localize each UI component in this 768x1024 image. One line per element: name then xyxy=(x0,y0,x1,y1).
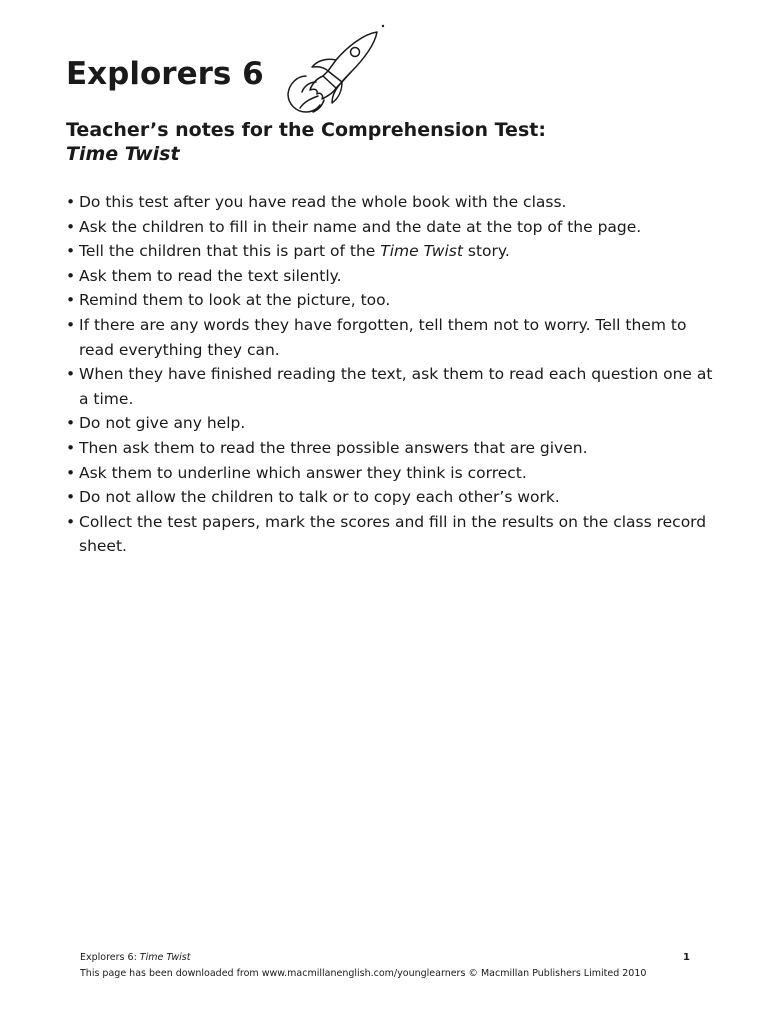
subtitle-text: Teacher’s notes for the Comprehension Test: xyxy=(66,119,546,141)
note-item: • Then ask them to read the three possible answers that are given. xyxy=(66,436,716,461)
footer-book-title: Time Twist xyxy=(139,952,191,963)
book-title: Time Twist xyxy=(66,143,180,165)
note-item xyxy=(66,239,716,264)
note-text: story. xyxy=(462,242,510,261)
footer-copyright: This page has been downloaded from www.macmillanenglish.com/younglearners © Macmillan Publishers Limited 2010 xyxy=(80,968,647,979)
note-item: • Remind them to look at the picture, too. xyxy=(66,288,716,313)
note-item: • Do not give any help. xyxy=(66,411,716,436)
note-item: • Ask them to underline which answer they think is correct. xyxy=(66,461,716,486)
note-item: • Collect the test papers, mark the scores and fill in the results on the class record sheet. xyxy=(66,510,716,559)
note-item: • Ask the children to fill in their name and the date at the top of the page. xyxy=(66,215,716,240)
page-number: 1 xyxy=(683,952,690,963)
subtitle xyxy=(66,118,546,166)
note-item: • When they have finished reading the text, ask them to read each question one at a time. xyxy=(66,362,716,411)
note-text: Tell the children that this is part of the xyxy=(79,242,381,261)
note-item: • Do not allow the children to talk or to copy each other’s work. xyxy=(66,485,716,510)
teacher-notes-list xyxy=(66,190,716,559)
page-footer xyxy=(80,950,690,982)
footer-series-prefix: Explorers 6: xyxy=(80,952,140,963)
note-item: • Do this test after you have read the whole book with the class. xyxy=(66,190,716,215)
series-title: Explorers 6 xyxy=(66,56,264,92)
footer-series xyxy=(80,950,190,966)
rocket-icon xyxy=(280,22,390,122)
note-item: • If there are any words they have forgotten, tell them not to worry. Tell them to read everything they can. xyxy=(66,313,716,362)
note-book-title: Time Twist xyxy=(380,242,463,261)
note-item: • Ask them to read the text silently. xyxy=(66,264,716,289)
